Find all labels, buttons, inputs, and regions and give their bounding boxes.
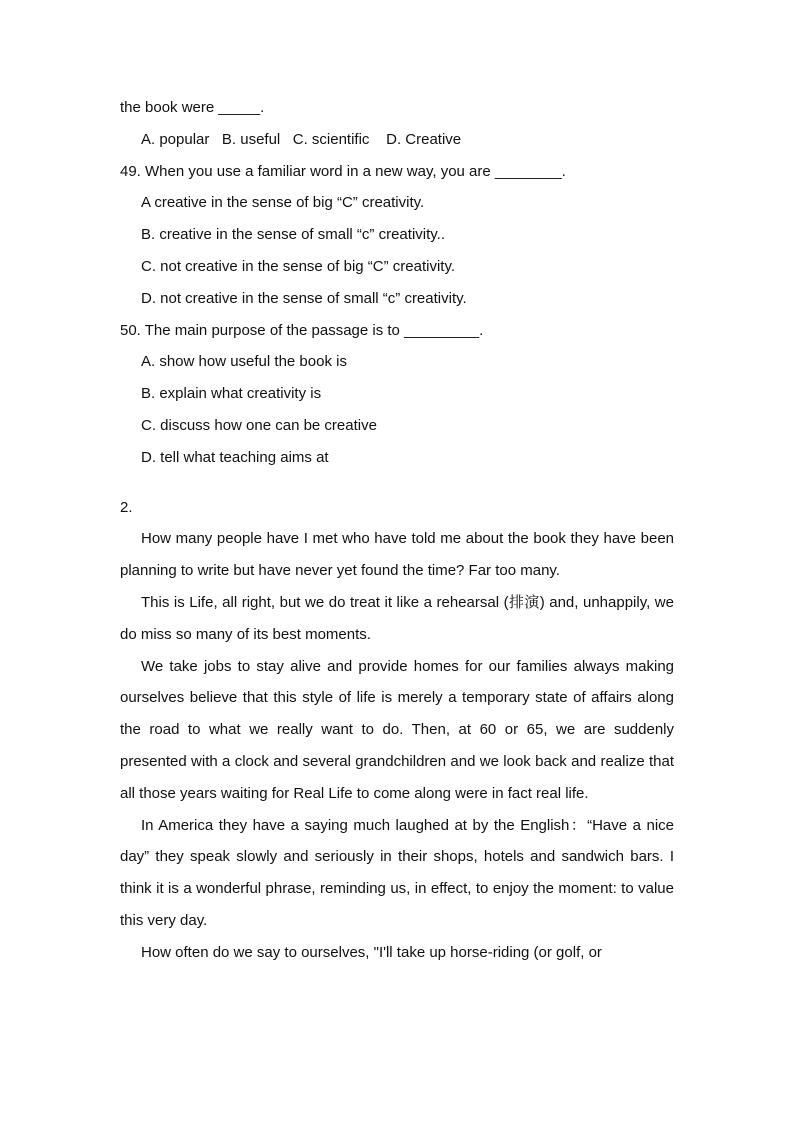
passage-paragraph-4 [120, 810, 674, 937]
passage-paragraph-2 [120, 587, 674, 651]
q49-stem: 49. When you use a familiar word in a new way, you are ________. [120, 162, 566, 180]
q49-option-b: B. creative in the sense of small “c” creativity.. [141, 226, 445, 244]
q48-options: A. popular B. useful C. scientific D. Creative [141, 130, 462, 148]
section-gap [120, 474, 674, 492]
passage-number: 2. [120, 498, 133, 516]
passage-paragraph-3 [120, 651, 674, 810]
q49-option-c: C. not creative in the sense of big “C” creativity. [141, 257, 456, 275]
q49-option-d: D. not creative in the sense of small “c” creativity. [141, 289, 467, 307]
q50-option-b: B. explain what creativity is [141, 385, 322, 403]
q50-stem: 50. The main purpose of the passage is to _________. [120, 321, 484, 339]
paragraph-4-text: In America they have a saying much laughed at by the English：“Have a nice day” they speak slowly and seriously in their shops, hotels and sandwich bars. I think it is a wonderful phrase, reminding us, in effect, to enjoy the moment: to value this very day. [120, 816, 674, 929]
paragraph-3-text: We take jobs to stay alive and provide homes for our families always making ourselves believe that this style of life is merely a temporary state of affairs along the road to what we really want to do. Then, at 60 or 65, we are suddenly presented with a clock and several grandchildren and we look back and realize that all those years waiting for Real Life to come along were in fact real life. [120, 657, 674, 802]
q48-stem-tail: the book were _____. [120, 99, 265, 116]
q49-option-a: A creative in the sense of big “C” creativity. [141, 194, 425, 212]
paragraph-1-text: How many people have I met who have told me about the book they have been planning to write but have never yet found the time? Far too many. [120, 530, 674, 580]
passage-paragraph-5 [120, 937, 674, 969]
paragraph-5-text: How often do we say to ourselves, "I'll take up horse-riding (or golf, or [141, 943, 602, 961]
passage-paragraph-1 [120, 523, 674, 587]
q50-option-c: C. discuss how one can be creative [141, 416, 377, 434]
paragraph-2-text: This is Life, all right, but we do treat it like a rehearsal (排演) and, unhappily, we do miss so many of its best moments. [120, 593, 674, 643]
page-content [120, 92, 674, 969]
q50-option-a: A. show how useful the book is [141, 353, 347, 371]
q50-option-d: D. tell what teaching aims at [141, 448, 329, 466]
